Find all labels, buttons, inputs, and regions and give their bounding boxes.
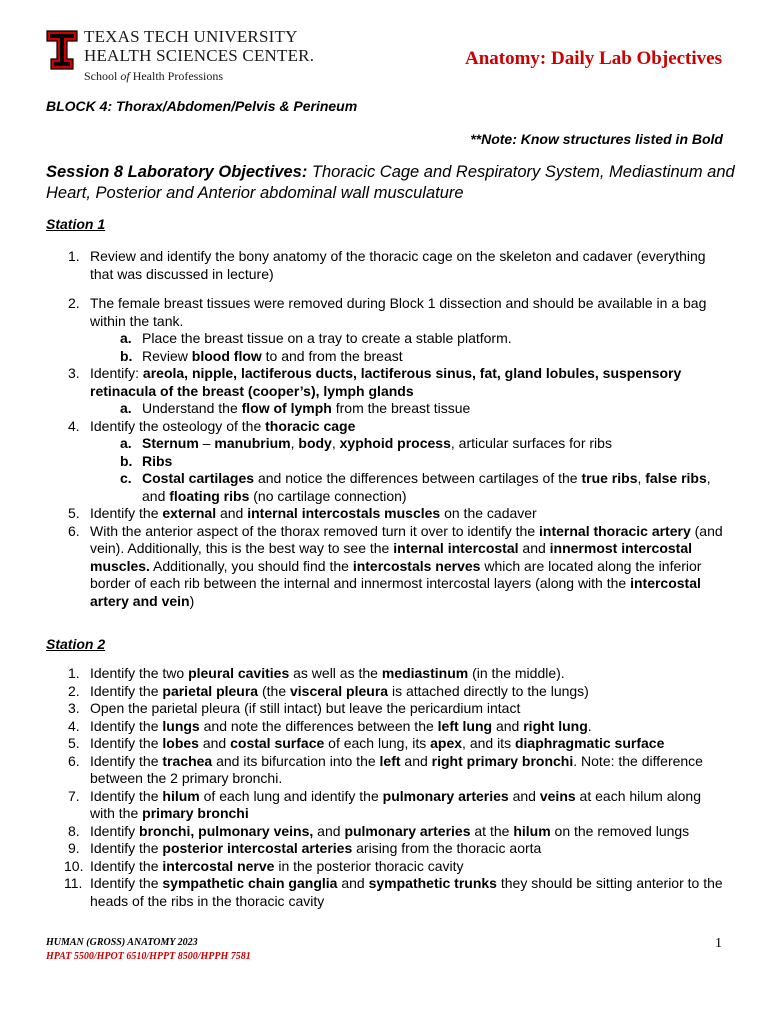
item-text: of each lung and identify the xyxy=(199,787,383,804)
item-text: they should be sitting anterior to the heads of the ribs in the thoracic cavity xyxy=(90,875,723,909)
item-text: . Note: the difference between the 2 primary bronchi. xyxy=(90,752,703,786)
list-item xyxy=(46,875,726,910)
item-text: and xyxy=(337,875,369,891)
item-text: (and vein). Additionally, this is the best way to see the xyxy=(90,522,723,556)
item-text: Identify the xyxy=(90,752,163,769)
bold-structure-text: internal intercostal xyxy=(393,540,519,556)
item-text: Identify the xyxy=(90,505,163,521)
session-topics: Thoracic Cage and Respiratory System, Mediastinum and Heart, Posterior and Anterior abdominal wall musculature xyxy=(46,163,735,202)
item-text: as well as the xyxy=(289,665,382,681)
bold-structure-text: right lung xyxy=(523,717,588,734)
item-text: With the anterior aspect of the thorax removed turn it over to identify the xyxy=(90,522,540,539)
bold-structure-text: trachea xyxy=(162,752,213,769)
item-text: Identify the xyxy=(90,875,163,891)
footer-course xyxy=(46,936,251,964)
item-text: , and xyxy=(142,470,711,504)
bold-structure-text: primary bronchi xyxy=(142,805,249,821)
bold-structure-text: lungs xyxy=(162,717,200,734)
item-text: is attached directly to the lungs) xyxy=(388,682,589,699)
bold-structure-text: left lung xyxy=(437,717,493,734)
bold-structure-text: hilum xyxy=(162,787,200,804)
bold-structure-text: costal surface xyxy=(230,735,325,751)
bold-structure-text: parietal pleura xyxy=(162,682,259,699)
item-number: 7. xyxy=(68,787,80,804)
item-text: (the xyxy=(258,682,290,699)
bold-structure-text: lobes xyxy=(162,735,199,751)
sub-list-item xyxy=(46,400,726,418)
item-number: b. xyxy=(120,452,133,469)
list-item xyxy=(46,523,726,611)
bold-structure-text: blood flow xyxy=(191,347,262,364)
item-text: . xyxy=(587,717,592,734)
item-number: b. xyxy=(120,347,133,364)
item-text: and xyxy=(400,752,432,769)
bold-structure-text: intercostal nerve xyxy=(162,857,275,874)
bold-structure-text: pulmonary arteries xyxy=(382,787,509,804)
sub-list-item xyxy=(46,435,726,453)
item-text: – xyxy=(198,435,215,451)
bold-structure-text: manubrium xyxy=(214,435,291,451)
item-text: in the posterior thoracic cavity xyxy=(274,857,464,874)
double-t-logo-icon xyxy=(46,30,78,70)
bold-structure-text: mediastinum xyxy=(381,665,469,681)
item-text: and xyxy=(492,717,524,734)
item-text: The female breast tissues were removed during Block 1 dissection and should be available in a bag within the tank. xyxy=(90,295,707,329)
item-text: Place the breast tissue on a tray to create a stable platform. xyxy=(142,330,512,346)
item-text: , and its xyxy=(462,735,515,751)
item-text: which are located along the inferior border of each rib between the internal and innermost intercostal layers (along with the xyxy=(90,557,702,591)
item-text: arising from the thoracic aorta xyxy=(352,840,542,856)
station-2-list xyxy=(46,665,726,910)
item-text: Identify the xyxy=(90,735,163,751)
list-item xyxy=(46,665,726,683)
note-text: **Note: Know structures listed in Bold xyxy=(470,131,723,147)
item-text: of each lung, its xyxy=(324,735,431,751)
item-text: ) xyxy=(189,592,195,609)
bold-structure-text: apex xyxy=(430,735,463,751)
item-number: 3. xyxy=(68,365,80,381)
item-text: to and from the breast xyxy=(261,347,403,364)
item-number: 8. xyxy=(68,822,80,839)
item-number: 1. xyxy=(68,665,80,681)
bold-structure-text: Costal cartilages xyxy=(142,470,255,486)
item-text: at the xyxy=(470,822,514,839)
station-2-heading: Station 2 xyxy=(46,636,106,652)
bold-structure-text: visceral pleura xyxy=(290,682,389,699)
item-text: and xyxy=(216,505,248,521)
bold-structure-text: internal thoracic artery xyxy=(539,522,691,539)
item-number: 1. xyxy=(68,248,80,264)
list-item xyxy=(46,365,726,400)
item-number: a. xyxy=(120,435,132,451)
item-number: 6. xyxy=(68,752,80,769)
bold-structure-text: left xyxy=(379,752,401,769)
bold-structure-text: sympathetic trunks xyxy=(368,875,497,891)
item-text: , xyxy=(637,470,646,486)
list-item xyxy=(46,505,726,523)
bold-structure-text: posterior intercostal arteries xyxy=(162,840,353,856)
list-item xyxy=(46,788,726,823)
list-item xyxy=(46,700,726,718)
bold-structure-text: bronchi, pulmonary veins, xyxy=(139,822,314,839)
sub-list-item xyxy=(46,330,726,348)
station-1-heading: Station 1 xyxy=(46,216,106,232)
item-text: Review xyxy=(142,347,192,364)
bold-structure-text: diaphragmatic surface xyxy=(514,735,665,751)
bold-structure-text: false ribs xyxy=(645,470,707,486)
item-text: and xyxy=(198,735,231,751)
item-text: , articular surfaces for ribs xyxy=(450,435,612,451)
item-number: 2. xyxy=(68,295,80,311)
list-item xyxy=(46,735,726,753)
bold-structure-text: pulmonary arteries xyxy=(344,822,471,839)
list-item xyxy=(46,248,726,283)
item-number: 6. xyxy=(68,522,80,539)
item-text: at each hilum along with the xyxy=(90,787,701,821)
list-item xyxy=(46,858,726,876)
footer-course-codes: HPAT 5500/HPOT 6510/HPPT 8500/HPPH 7581 xyxy=(46,951,251,962)
logo-line-2: HEALTH SCIENCES CENTER. xyxy=(84,46,315,65)
item-number: 4. xyxy=(68,417,80,434)
sub-list-item xyxy=(46,470,726,505)
bold-structure-text: right primary bronchi xyxy=(431,752,574,769)
item-text: and xyxy=(313,822,345,839)
item-text: Understand the xyxy=(142,400,242,416)
list-item xyxy=(46,823,726,841)
bold-structure-text: areola, nipple, lactiferous ducts, lactiferous sinus, fat, gland lobules, suspensory retinacula of the breast (cooper’s), lymph glands xyxy=(90,365,682,399)
bold-structure-text: xyphoid process xyxy=(339,435,451,451)
item-number: a. xyxy=(120,330,132,346)
bold-structure-text: hilum xyxy=(513,822,551,839)
item-text: and note the differences between the xyxy=(199,717,438,734)
item-text: (no cartilage connection) xyxy=(249,487,407,504)
item-text: Identify the osteology of the xyxy=(90,417,266,434)
item-text: on the cadaver xyxy=(440,505,537,521)
bold-structure-text: intercostal artery and vein xyxy=(90,575,701,609)
item-text: Identify the xyxy=(90,787,163,804)
station-1-list xyxy=(46,248,726,610)
item-text: (in the middle). xyxy=(468,665,565,681)
item-text: Identify the xyxy=(90,840,163,856)
list-item xyxy=(46,753,726,788)
session-label: Session 8 Laboratory Objectives: xyxy=(46,163,308,181)
bold-structure-text: internal intercostals muscles xyxy=(247,505,441,521)
bold-structure-text: thoracic cage xyxy=(265,417,356,434)
item-text: Additionally, you should find the xyxy=(149,557,353,574)
bold-structure-text: body xyxy=(298,435,332,451)
block-heading: BLOCK 4: Thorax/Abdomen/Pelvis & Perineum xyxy=(46,98,358,114)
logo-line-1: TEXAS TECH UNIVERSITY xyxy=(84,27,298,46)
list-item xyxy=(46,840,726,858)
bold-structure-text: sympathetic chain ganglia xyxy=(162,875,338,891)
item-text: , xyxy=(290,435,299,451)
item-text: Identify the xyxy=(90,857,163,874)
item-number: 9. xyxy=(68,840,80,856)
bold-structure-text: true ribs xyxy=(581,470,638,486)
item-number: 10. xyxy=(64,857,84,874)
sub-list-item xyxy=(46,453,726,471)
sub-list-item xyxy=(46,348,726,366)
item-number: 3. xyxy=(68,700,80,716)
item-text: and its bifurcation into the xyxy=(212,752,380,769)
bold-structure-text: flow of lymph xyxy=(241,400,332,416)
footer-course-title: HUMAN (GROSS) ANATOMY 2023 xyxy=(46,937,198,948)
bold-structure-text: innermost intercostal muscles. xyxy=(90,540,693,574)
item-text: and notice the differences between cartilages of the xyxy=(254,470,582,486)
bold-structure-text: Sternum xyxy=(142,435,199,451)
bold-structure-text: intercostals nerves xyxy=(352,557,481,574)
item-text: and xyxy=(518,540,550,556)
item-text: on the removed lungs xyxy=(550,822,690,839)
item-number: 4. xyxy=(68,717,80,734)
item-number: 5. xyxy=(68,735,80,751)
bold-structure-text: pleural cavities xyxy=(188,665,290,681)
bold-structure-text: Ribs xyxy=(142,452,173,469)
university-logo xyxy=(44,27,315,84)
page-number: 1 xyxy=(715,936,722,951)
list-item xyxy=(46,718,726,736)
list-item xyxy=(46,295,726,330)
logo-line-3: School of Health Professions xyxy=(84,69,224,83)
item-number: c. xyxy=(120,470,132,486)
item-text: Identify xyxy=(90,822,140,839)
item-text: Identify: xyxy=(90,365,143,381)
item-text: and xyxy=(508,787,540,804)
item-number: a. xyxy=(120,400,132,416)
item-number: 5. xyxy=(68,505,80,521)
item-text: from the breast tissue xyxy=(331,400,471,416)
item-text: Identify the two xyxy=(90,665,189,681)
item-text: , xyxy=(331,435,340,451)
item-text: Open the parietal pleura (if still intact) but leave the pericardium intact xyxy=(90,700,521,716)
page-title: Anatomy: Daily Lab Objectives xyxy=(464,48,722,69)
session-heading xyxy=(46,162,736,204)
bold-structure-text: veins xyxy=(539,787,576,804)
item-text: Review and identify the bony anatomy of the thoracic cage on the skeleton and cadaver (everything that was discussed in lecture) xyxy=(90,248,706,282)
bold-structure-text: floating ribs xyxy=(169,487,250,504)
list-item xyxy=(46,418,726,436)
item-text: Identify the xyxy=(90,717,163,734)
item-number: 11. xyxy=(64,875,83,891)
bold-structure-text: external xyxy=(162,505,217,521)
list-item xyxy=(46,683,726,701)
item-number: 2. xyxy=(68,682,80,699)
item-text: Identify the xyxy=(90,682,163,699)
